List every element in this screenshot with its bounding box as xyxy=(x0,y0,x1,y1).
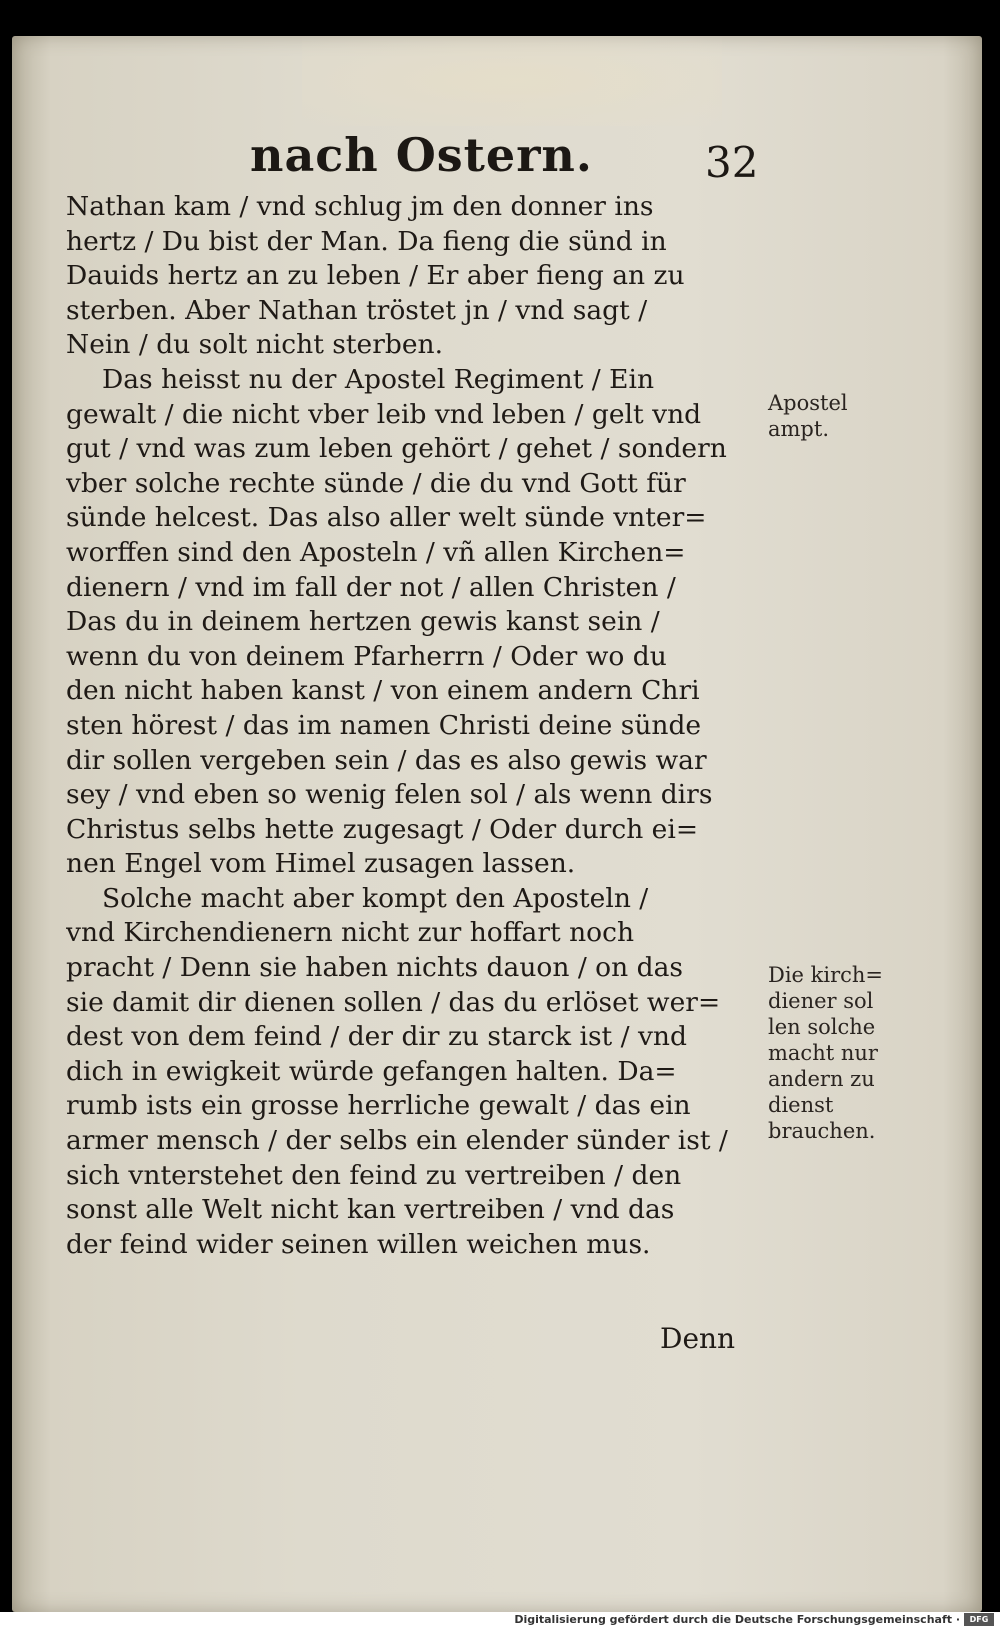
text-line: den nicht haben kanst / von einem andern Chri xyxy=(66,675,700,707)
text-line: vber solche rechte sünde / die du vnd Gott für xyxy=(66,467,686,499)
text-line: sterben. Aber Nathan tröstet jn / vnd sagt / xyxy=(66,294,648,326)
text-line: pracht / Denn sie haben nichts dauon / on das xyxy=(66,952,683,984)
text-line: vnd Kirchendienern nicht zur hoffart noch xyxy=(66,917,635,949)
text-line: sey / vnd eben so wenig felen sol / als wenn dirs xyxy=(66,779,713,811)
text-line: dir sollen vergeben sein / das es also gewis war xyxy=(66,744,707,776)
margin-note-line: Apostel xyxy=(768,391,848,415)
margin-note-line: macht nur xyxy=(768,1041,878,1065)
text-line: sten hörest / das im namen Christi deine sünde xyxy=(66,709,702,741)
text-line: armer mensch / der selbs ein elender sünder ist / xyxy=(66,1125,728,1157)
text-line: gewalt / die nicht vber leib vnd leben / gelt vnd xyxy=(66,398,702,430)
text-line: Das du in deinem hertzen gewis kanst sein / xyxy=(66,606,660,638)
text-line: rumb ists ein grosse herrliche gewalt / das ein xyxy=(66,1090,691,1122)
text-line: dest von dem feind / der dir zu starck ist / vnd xyxy=(66,1021,687,1053)
text-line: worffen sind den Aposteln / vñ allen Kirchen= xyxy=(66,536,686,568)
text-line: sich vnterstehet den feind zu vertreiben / den xyxy=(66,1159,682,1191)
text-line: gut / vnd was zum leben gehört / gehet / sondern xyxy=(66,433,727,465)
text-line: sie damit dir dienen sollen / das du erlöset wer= xyxy=(66,986,721,1018)
text-line: der feind wider seinen willen weichen mus. xyxy=(66,1228,651,1260)
text-line: Nein / du solt nicht sterben. xyxy=(66,329,444,361)
text-line: wenn du von deinem Pfarherrn / Oder wo du xyxy=(66,640,667,672)
text-line: nen Engel vom Himel zusagen lassen. xyxy=(66,848,576,880)
margin-note-line: andern zu xyxy=(768,1067,875,1091)
footer-credit: Digitalisierung gefördert durch die Deutsche Forschungsgemeinschaft · xyxy=(514,1613,960,1626)
margin-note-line: diener sol xyxy=(768,989,874,1013)
text-line: dich in ewigkeit würde gefangen halten. Da= xyxy=(66,1055,677,1087)
text-line: dienern / vnd im fall der not / allen Christen / xyxy=(66,571,676,603)
text-line: hertz / Du bist der Man. Da fieng die sünd in xyxy=(66,225,667,257)
page-number: 32 xyxy=(705,138,759,187)
text-line: Solche macht aber kompt den Aposteln / xyxy=(102,882,649,914)
margin-note-line: ampt. xyxy=(768,417,829,441)
text-line: Nathan kam / vnd schlug jm den donner ins xyxy=(66,191,654,222)
margin-note-kirchendiener xyxy=(768,962,908,1144)
dfg-logo: DFG xyxy=(964,1613,994,1626)
margin-note-line: dienst xyxy=(768,1093,834,1117)
margin-note-apostel xyxy=(768,390,898,442)
margin-note-line: brauchen. xyxy=(768,1119,876,1143)
footer-bar xyxy=(0,1612,1000,1627)
margin-note-line: Die kirch= xyxy=(768,963,884,987)
page-stain xyxy=(302,36,722,126)
body-text xyxy=(66,190,766,1262)
text-line: Christus selbs hette zugesagt / Oder durch ei= xyxy=(66,813,699,845)
text-line: Das heisst nu der Apostel Regiment / Ein xyxy=(102,363,655,395)
text-line: Dauids hertz an zu leben / Er aber fieng an zu xyxy=(66,260,685,292)
text-line: sünde helcest. Das also aller welt sünde vnter= xyxy=(66,502,707,534)
text-line: sonst alle Welt nicht kan vertreiben / vnd das xyxy=(66,1194,675,1226)
running-head: nach Ostern. xyxy=(250,128,593,182)
catchword: Denn xyxy=(660,1322,736,1355)
margin-note-line: len solche xyxy=(768,1015,876,1039)
